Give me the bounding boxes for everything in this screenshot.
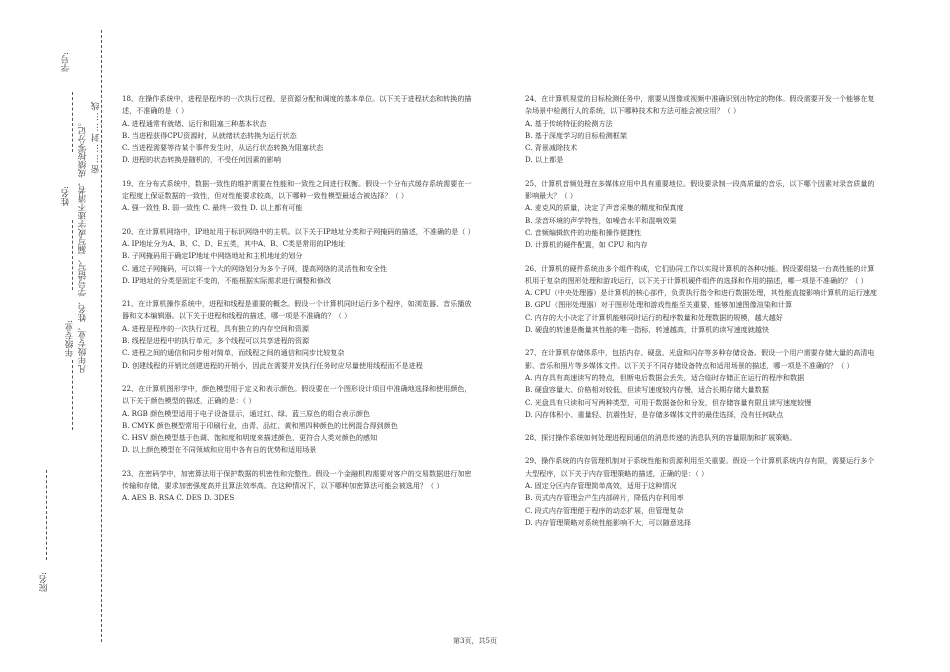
question-28 bbox=[525, 432, 880, 444]
option-d: D. 以上都是 bbox=[525, 155, 564, 165]
cut-line-label: 密……封……线 bbox=[91, 100, 101, 174]
option-c: C. 音频编辑软件的功能和操作便捷性 bbox=[525, 227, 642, 237]
option-c: C. 通过子网掩码，可以将一个大的网络划分为多个子网，提高网络的灵活性和安全性 bbox=[122, 263, 388, 273]
option-b: B. 线程是进程中的执行单元，多个线程可以共享进程的资源 bbox=[122, 336, 310, 346]
class-label: 年级专业: bbox=[65, 320, 75, 357]
school-label: 院名: bbox=[39, 572, 49, 592]
option-b: B. 当进程获得CPU资源时，从就绪状态转换为运行状态 bbox=[122, 130, 297, 140]
question-stem: 22、在计算机图形学中，颜色模型用于定义和表示颜色。假设要在一个图形设计项目中准确地选择和使用颜色，以下关于颜色模型的描述，正确的是：（ ） bbox=[122, 383, 472, 406]
name-line bbox=[72, 220, 73, 290]
option-a: A. RGB 颜色模型适用于电子设备显示，通过红、绿、蓝三原色的组合表示颜色 bbox=[122, 408, 371, 418]
student-id-line bbox=[72, 92, 73, 152]
option-a: A. 固定分区内存管理简单高效，适用于这种情况 bbox=[525, 481, 677, 491]
cut-line bbox=[101, 30, 102, 642]
option-b: B. 基于深度学习的目标检测框架 bbox=[525, 130, 627, 140]
option-c: C. 背景减除技术 bbox=[525, 143, 578, 153]
question-stem: 19、在分布式系统中，数据一致性的维护需要在性能和一致性之间进行权衡。假设一个分布式缓存系统需要在一定程度上保证数据的一致性，但对性能要求较高，以下哪种一致性模型最适合被选择？（ ） bbox=[122, 178, 472, 201]
right-question-column bbox=[525, 93, 880, 540]
option-b: B. 录音环境的声学特性，如噪音水平和混响效果 bbox=[525, 215, 677, 225]
question-25 bbox=[525, 178, 880, 252]
option-a: A. 基于传统特征的检测方法 bbox=[525, 118, 613, 128]
option-b: B. GPU（图形处理器）对于图形处理和游戏性能至关重要，能够加速图像渲染和计算 bbox=[525, 300, 793, 310]
options-inline: A. 强一致性 B. 弱一致性 C. 最终一致性 D. 以上都有可能 bbox=[122, 203, 303, 213]
question-stem: 29、操作系统的内存管理机制对于系统性能和资源利用至关重要。假设一个计算机系统内存有限，需要运行多个大型程序，以下关于内存管理策略的描述，正确的是：（ ） bbox=[525, 456, 875, 478]
option-a: A. IP地址分为A、B、C、D、E五类，其中A、B、C类是常用的IP地址 bbox=[122, 238, 346, 248]
question-stem: 23、在密码学中，加密算法用于保护数据的机密性和完整性。假设一个金融机构需要对客户的交易数据进行加密传输和存储，要求加密强度高并且算法效率高。在这种情况下，以下哪种加密算法可能会被选用？（ ） bbox=[122, 468, 472, 491]
option-c: C. 当进程需要等待某个事件发生时，从运行状态转换为阻塞状态 bbox=[122, 143, 324, 153]
question-18 bbox=[122, 93, 477, 167]
option-d: D. 以上颜色模型在不同领域和应用中各有自的优势和适用场景 bbox=[122, 445, 317, 455]
option-d: D. 进程的状态转换是随机的，不受任何因素的影响 bbox=[122, 155, 281, 165]
option-a: A. 进程通常有就绪、运行和阻塞三种基本状态 bbox=[122, 118, 267, 128]
option-d: D. 硬盘的转速是衡量其性能的唯一指标，转速越高，计算机的读写速度就越快 bbox=[525, 325, 770, 335]
question-21 bbox=[122, 298, 477, 372]
question-stem: 27、在计算机存储体系中，包括内存、硬盘、光盘和闪存等多种存储设备。假设一个用户需要存储大量的高清电影、音乐和照片等多媒体文件。以下关于不同存储设备特点和适用场景的描述，哪一项是不准确的？（ ） bbox=[525, 348, 875, 370]
option-b: B. 硬盘容量大、价格相对较低，但读写速度较内存慢，适合长期存储大量数据 bbox=[525, 385, 769, 395]
option-d: D. 计算机的硬件配置，如 CPU 和内存 bbox=[525, 240, 648, 250]
option-a: A. 进程是程序的一次执行过程，具有独立的内存空间和资源 bbox=[122, 323, 309, 333]
question-stem: 20、在计算机网络中，IP地址用于标识网络中的主机。以下关于IP地址分类和子网掩码的描述，不准确的是（ ） bbox=[122, 226, 475, 236]
binding-margin bbox=[0, 0, 110, 672]
option-d: D. IP地址的分类是固定不变的，不能根据实际需求进行调整和修改 bbox=[122, 275, 332, 285]
question-29 bbox=[525, 455, 880, 529]
option-b: B. 子网掩码用于确定IP地址中网络地址和主机地址的划分 bbox=[122, 251, 303, 261]
option-b: B. 页式内存管理会产生内部碎片，降低内存利用率 bbox=[525, 493, 684, 503]
question-stem: 18、在操作系统中，进程是程序的一次执行过程，是资源分配和调度的基本单位。以下关于进程状态和转换的描述，不准确的是（ ） bbox=[122, 94, 472, 116]
question-stem: 24、在计算机视觉的目标检测任务中，需要从图像或视频中准确识别出特定的物体。假设需要开发一个能够在复杂场景中检测行人的系统，以下哪种技术和方法可能会被应用？（ ） bbox=[525, 94, 875, 116]
option-c: C. 段式内存管理便于程序的动态扩展，但管理复杂 bbox=[525, 505, 684, 515]
school-line bbox=[46, 470, 47, 560]
question-22 bbox=[122, 383, 477, 457]
question-stem: 26、计算机的硬件系统由多个组件构成，它们协同工作以实现计算机的各种功能。假设要组装一台高性能的计算机用于复杂的图形处理和游戏运行，以下关于计算机硬件组件的选择和作用的描述，哪一项是不准确的？（ ） bbox=[525, 263, 875, 285]
option-d: D. 闪存体积小、重量轻、抗震性好，是存储多媒体文件的最佳选择，没有任何缺点 bbox=[525, 409, 784, 419]
question-24 bbox=[525, 93, 880, 167]
class-line bbox=[72, 360, 73, 430]
question-26 bbox=[525, 263, 880, 337]
question-19 bbox=[122, 178, 477, 215]
option-c: C. 光盘具有只读和可写两种类型，可用于数据备份和分发，但存储容量有限且读写速度较慢 bbox=[525, 397, 812, 407]
left-question-column bbox=[122, 93, 477, 516]
option-c: C. 内存的大小决定了计算机能够同时运行的程序数量和处理数据的规模，越大越好 bbox=[525, 312, 783, 322]
option-c: C. 进程之间的通信和同步相对简单，而线程之间的通信和同步比较复杂 bbox=[122, 348, 345, 358]
option-a: A. 麦克风的质量，决定了声音采集的精度和保真度 bbox=[525, 203, 684, 213]
option-c: C. HSV 颜色模型基于色调、饱和度和明度来描述颜色，更符合人类对颜色的感知 bbox=[122, 433, 378, 443]
name-label: 姓名: bbox=[61, 186, 71, 206]
option-d: D. 内存管理策略对系统性能影响不大，可以随意选择 bbox=[525, 517, 692, 527]
question-23 bbox=[122, 468, 477, 505]
question-stem: 25、计算机音频处理在多媒体应用中具有重要地位。假设要录制一段高质量的音乐，以下哪个因素对录音质量的影响最大？（ ） bbox=[525, 178, 875, 201]
option-b: B. CMYK 颜色模型常用于印刷行业，由青、品红、黄和黑四种颜色的比例混合得到颜色 bbox=[122, 420, 398, 430]
question-20 bbox=[122, 226, 477, 287]
question-stem: 21、在计算机操作系统中，进程和线程是重要的概念。假设一个计算机同时运行多个程序，如浏览器、音乐播放器和文本编辑器。以下关于进程和线程的描述，哪一项是不准确的？（ ） bbox=[122, 299, 472, 321]
option-a: A. 内存具有高速读写的特点，但断电后数据会丢失，适合临时存储正在运行的程序和数据 bbox=[525, 372, 805, 382]
page-number: 第3页，共5页 bbox=[453, 637, 497, 645]
option-d: D. 创建线程的开销比创建进程的开销小，因此在需要并发执行任务时应尽量使用线程而不是进程 bbox=[122, 360, 423, 370]
warning-text: 凡年级专业、姓名、学号错写、漏写或字迹不清者，成绩按零分记。 bbox=[78, 118, 88, 373]
student-id-label: 学号: bbox=[61, 52, 71, 72]
options-inline: A. AES B. RSA C. DES D. 3DES bbox=[122, 493, 235, 503]
question-stem: 28、探讨操作系统如何处理进程间通信的消息传递的消息队列的容量限制和扩展策略。 bbox=[525, 433, 797, 443]
question-27 bbox=[525, 347, 880, 421]
option-a: A. CPU（中央处理器）是计算机的核心部件，负责执行指令和进行数据处理，其性能直接影响计算机的运行速度 bbox=[525, 288, 877, 298]
